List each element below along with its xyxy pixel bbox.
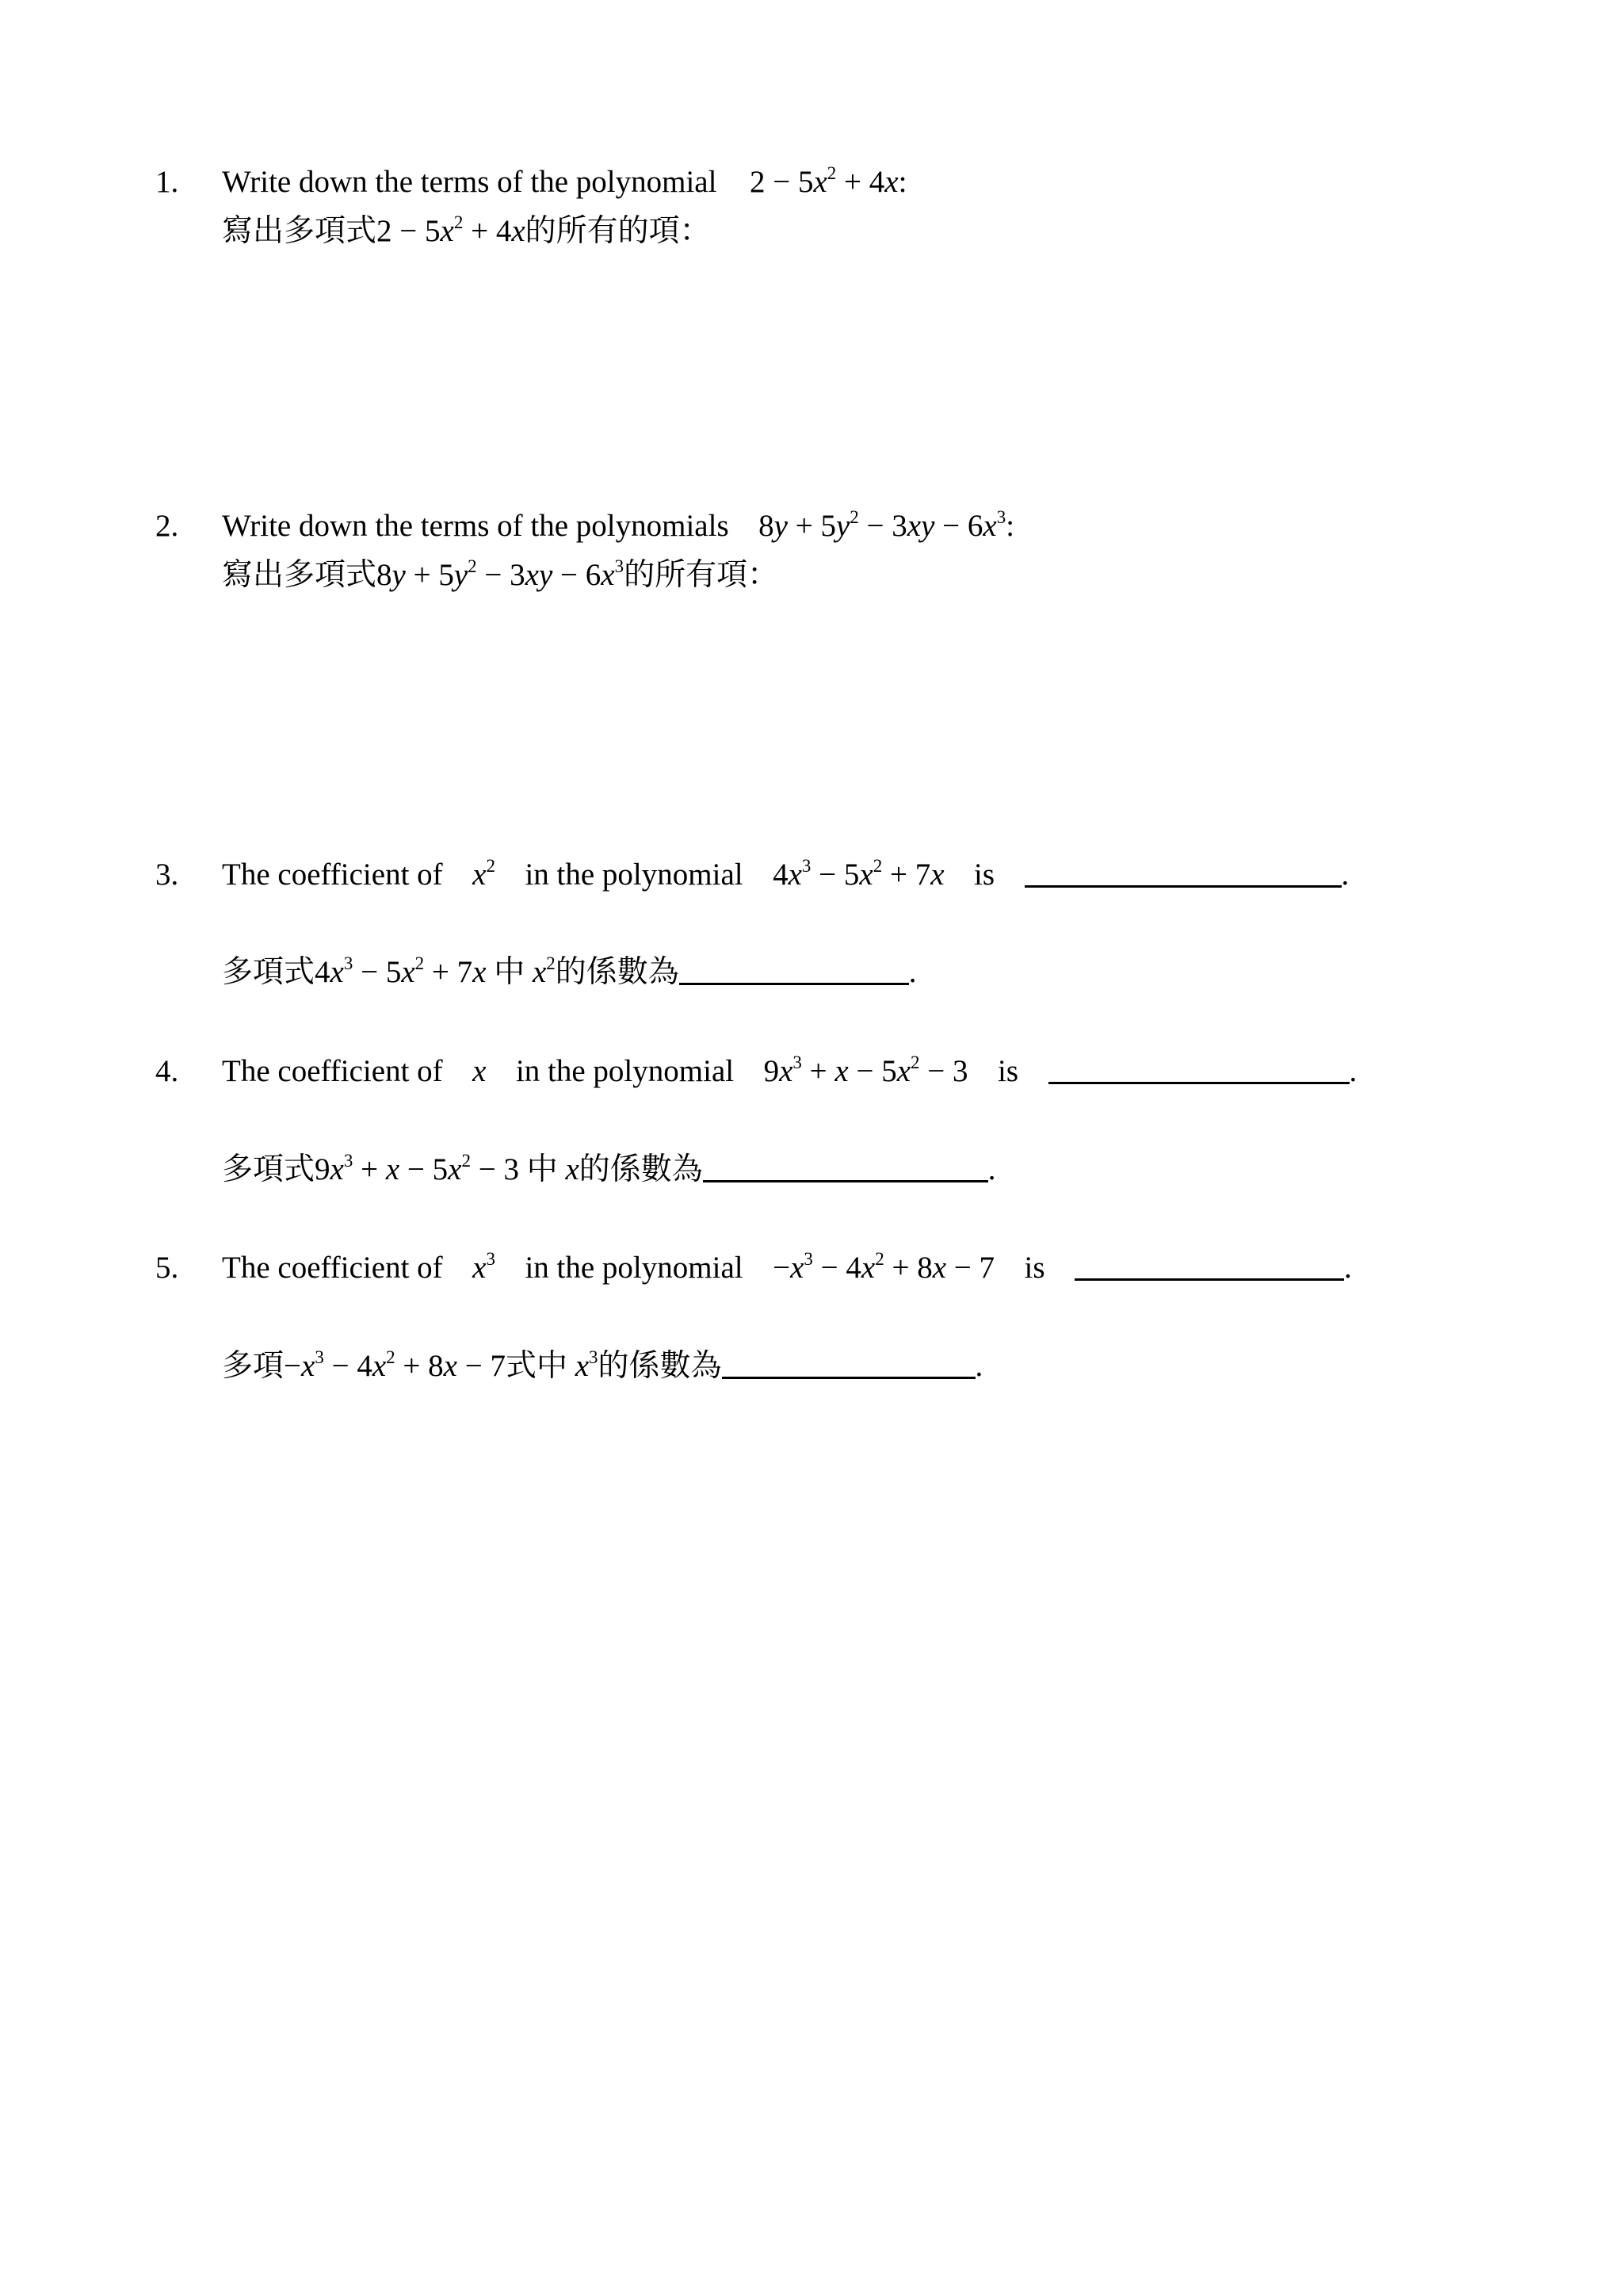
question-5-chinese-middle: 式中 <box>505 1349 567 1383</box>
question-1-chinese-prefix: 寫出多項式 <box>222 214 377 248</box>
question-4-chinese-suffix: 的係數為 <box>579 1152 703 1186</box>
question-4-english-middle: in the polynomial <box>515 1054 735 1088</box>
question-3-english-prefix: The coefficient of <box>222 858 443 892</box>
term-expression: $x^3$ <box>472 1249 495 1285</box>
question-1-english-suffix: : <box>898 165 907 199</box>
question-number: 1. <box>155 165 179 199</box>
polynomial-expression: $8y + 5y^2 - 3xy - 6x^3$ <box>376 556 624 592</box>
question-5-english-prefix: The coefficient of <box>222 1251 443 1285</box>
answer-blank[interactable] <box>1075 1251 1344 1281</box>
question-5-chinese-prefix: 多項 <box>222 1349 285 1383</box>
term-expression: $x^2$ <box>532 953 556 989</box>
term-expression: $x^3$ <box>575 1347 598 1383</box>
question-3-chinese-middle: 中 <box>494 955 525 989</box>
polynomial-expression: $4x^3 - 5x^2 + 7x$ <box>315 953 487 989</box>
question-3-english-end: . <box>1341 858 1350 892</box>
answer-blank[interactable] <box>1025 858 1342 888</box>
question-2-english-suffix: : <box>1006 509 1015 543</box>
polynomial-expression: $9x^3 + x - 5x^2 - 3$ <box>763 1052 968 1088</box>
question-number: 4. <box>155 1054 179 1088</box>
question-4-english-end: . <box>1349 1054 1358 1088</box>
question-5-chinese-suffix: 的係數為 <box>598 1349 722 1383</box>
term-expression: x <box>472 1054 487 1088</box>
question-5-english-is: is <box>1024 1251 1045 1285</box>
question-number: 5. <box>155 1251 179 1285</box>
question-2-chinese-suffix: 的所有項： <box>624 558 779 592</box>
term-expression: $x^2$ <box>472 856 495 892</box>
polynomial-expression: $9x^3 + x - 5x^2 - 3$ <box>315 1151 519 1186</box>
question-4-english-is: is <box>998 1054 1019 1088</box>
question-3-chinese-suffix: 的係數為 <box>555 955 679 989</box>
question-4-english-prefix: The coefficient of <box>222 1054 443 1088</box>
polynomial-expression: $2 - 5x^2 + 4x$ <box>749 163 899 199</box>
polynomial-expression: $-x^3 - 4x^2 + 8x - 7$ <box>773 1249 995 1285</box>
polynomial-expression: $8y + 5y^2 - 3xy - 6x^3$ <box>758 507 1006 543</box>
answer-blank[interactable] <box>703 1153 988 1182</box>
question-3-english-middle: in the polynomial <box>525 858 743 892</box>
question-4-chinese-prefix: 多項式 <box>222 1152 315 1186</box>
question-5-english-middle: in the polynomial <box>525 1251 743 1285</box>
question-3-english-is: is <box>974 858 995 892</box>
term-expression: x <box>565 1152 579 1186</box>
question-4-chinese-middle: 中 <box>526 1152 558 1186</box>
polynomial-expression: $4x^3 - 5x^2 + 7x$ <box>773 856 945 892</box>
answer-blank[interactable] <box>1048 1055 1350 1084</box>
question-2-english-prefix: Write down the terms of the polynomials <box>222 509 729 543</box>
question-3-chinese-end: . <box>908 955 917 989</box>
polynomial-expression: $2 - 5x^2 + 4x$ <box>376 212 525 248</box>
question-4-chinese-end: . <box>987 1152 996 1186</box>
question-5-chinese-end: . <box>975 1349 983 1383</box>
question-5-english-end: . <box>1344 1251 1352 1285</box>
question-number: 2. <box>155 509 179 543</box>
question-1-english-prefix: Write down the terms of the polynomial <box>222 165 717 199</box>
polynomial-expression: $-x^3 - 4x^2 + 8x - 7$ <box>284 1347 506 1383</box>
question-3-chinese-prefix: 多項式 <box>222 955 315 989</box>
answer-blank[interactable] <box>722 1350 976 1379</box>
question-2-chinese-prefix: 寫出多項式 <box>222 558 377 592</box>
question-1-chinese-suffix: 的所有的項： <box>525 214 711 248</box>
answer-blank[interactable] <box>679 956 909 985</box>
question-number: 3. <box>155 858 179 892</box>
